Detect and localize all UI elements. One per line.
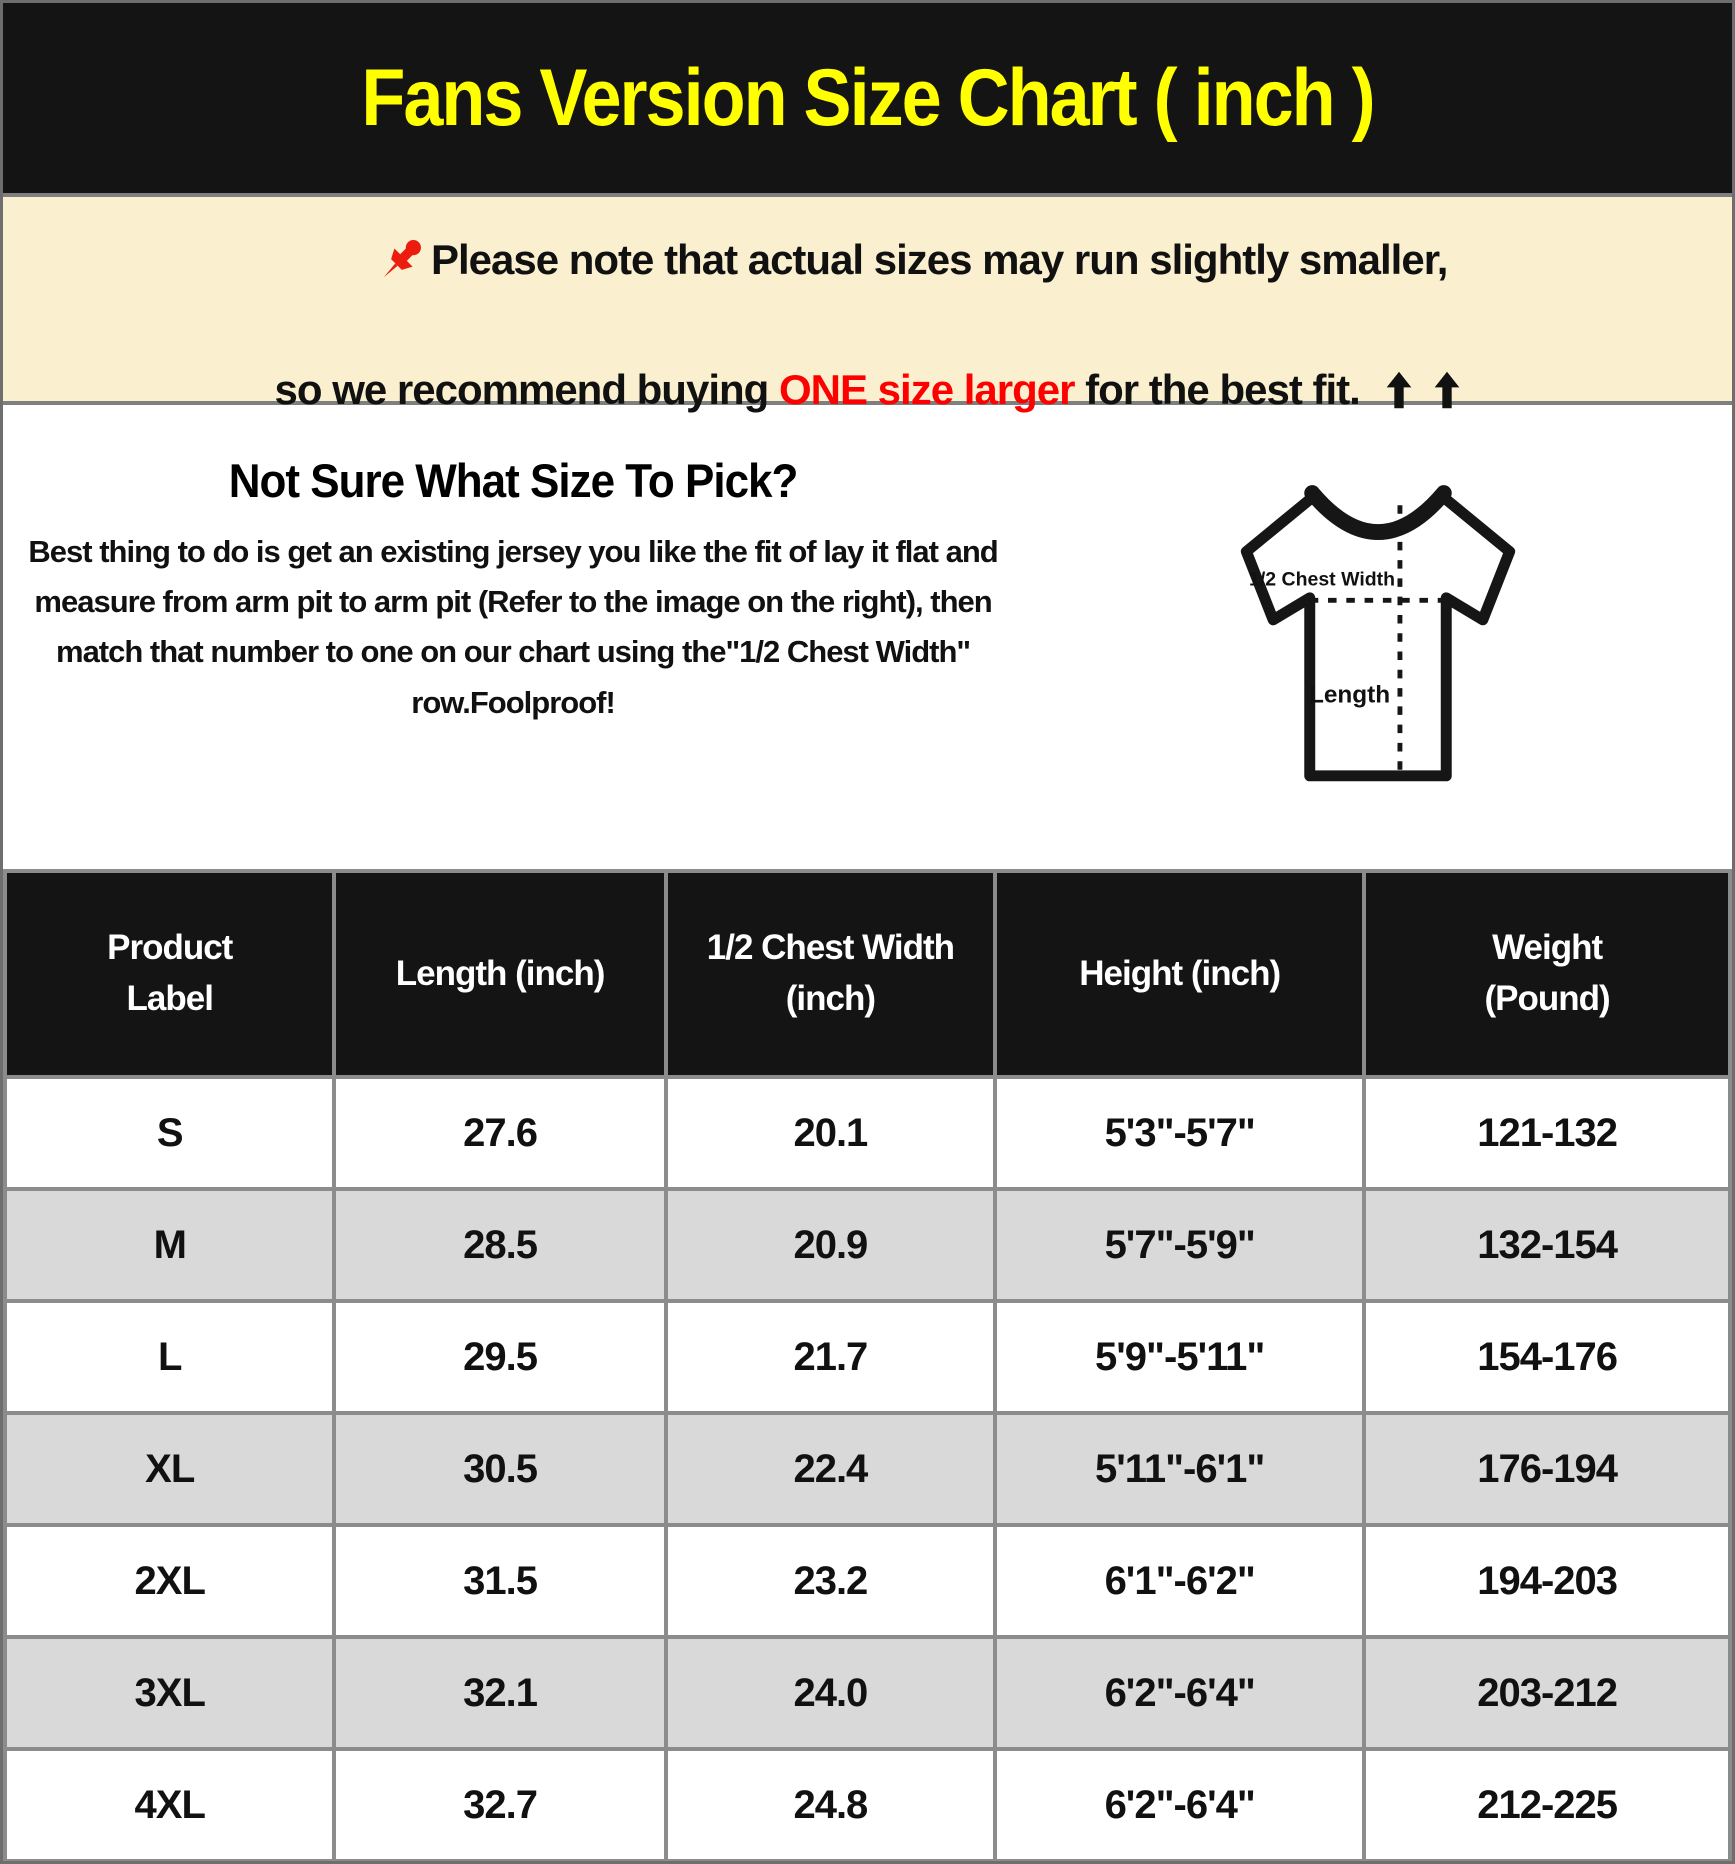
guide-body: Best thing to do is get an existing jersey you like the fit of lay it flat and measure from arm pit to arm pit (Refer to the image on the right), then match that number to one on our chart using the"1/2 Chest Width" row.Foolproof! (28, 534, 998, 720)
table-cell: 6'1"-6'2" (995, 1525, 1364, 1637)
table-cell: 5'11"-6'1" (995, 1413, 1364, 1525)
notice-line-1 (288, 184, 1448, 336)
table-cell: 32.1 (334, 1637, 665, 1749)
col-header-1 (334, 871, 665, 1077)
col-header-0 (5, 871, 334, 1077)
table-row (5, 1749, 1730, 1861)
tshirt-collar (1312, 493, 1444, 532)
table-cell: S (5, 1077, 334, 1189)
table-row (5, 1189, 1730, 1301)
table-cell: 121-132 (1364, 1077, 1730, 1189)
notice-line2-before: so we recommend buying (274, 366, 779, 413)
size-guide-text (3, 405, 1023, 869)
notice-line1-text: Please note that actual sizes may run slightly smaller, (430, 236, 1448, 283)
col-header-label: Height (inch) (1079, 953, 1281, 993)
table-row (5, 1525, 1730, 1637)
table-cell: 6'2"-6'4" (995, 1749, 1364, 1861)
page-title: Fans Version Size Chart ( inch ) (361, 53, 1374, 143)
guide-heading: Not Sure What Size To Pick? (228, 455, 798, 508)
table-cell: 29.5 (334, 1301, 665, 1413)
table-row (5, 1077, 1730, 1189)
col-header-label: Length (inch) (395, 953, 605, 993)
table-cell: 24.0 (666, 1637, 995, 1749)
table-cell: 20.9 (666, 1189, 995, 1301)
col-header-label: Weight (Pound) (1484, 928, 1610, 1018)
table-cell: M (5, 1189, 334, 1301)
table-cell: 28.5 (334, 1189, 665, 1301)
col-header-2 (666, 871, 995, 1077)
table-row (5, 1637, 1730, 1749)
table-cell: 22.4 (666, 1413, 995, 1525)
table-cell: 5'9"-5'11" (995, 1301, 1364, 1413)
pushpin-icon (288, 184, 431, 336)
col-header-4 (1364, 871, 1730, 1077)
notice-highlight: ONE size larger (778, 366, 1075, 413)
notice-line2-after: for the best fit. (1074, 366, 1371, 413)
table-cell: 6'2"-6'4" (995, 1637, 1364, 1749)
table-cell: 32.7 (334, 1749, 665, 1861)
col-header-3 (995, 871, 1364, 1077)
up-arrows-icon (1386, 370, 1460, 410)
table-cell: XL (5, 1413, 334, 1525)
table-cell: L (5, 1301, 334, 1413)
notice-banner (3, 193, 1732, 413)
col-header-label: 1/2 Chest Width (inch) (706, 928, 954, 1018)
table-cell: 20.1 (666, 1077, 995, 1189)
table-cell: 30.5 (334, 1413, 665, 1525)
size-table (3, 869, 1732, 1863)
title-bar (3, 3, 1732, 193)
table-cell: 4XL (5, 1749, 334, 1861)
table-row (5, 1413, 1730, 1525)
table-cell: 5'3"-5'7" (995, 1077, 1364, 1189)
table-cell: 2XL (5, 1525, 334, 1637)
length-label: Length (1308, 681, 1390, 709)
table-cell: 21.7 (666, 1301, 995, 1413)
table-cell: 203-212 (1364, 1637, 1730, 1749)
tshirt-diagram (1023, 405, 1732, 869)
table-cell: 176-194 (1364, 1413, 1730, 1525)
col-header-label: Product Label (107, 928, 233, 1018)
table-cell: 27.6 (334, 1077, 665, 1189)
table-cell: 24.8 (666, 1749, 995, 1861)
size-guide-section (3, 405, 1732, 869)
table-cell: 212-225 (1364, 1749, 1730, 1861)
table-cell: 5'7"-5'9" (995, 1189, 1364, 1301)
table-cell: 23.2 (666, 1525, 995, 1637)
table-cell: 31.5 (334, 1525, 665, 1637)
chest-width-label: 1/2 Chest Width (1248, 568, 1395, 591)
table-header-row (5, 871, 1730, 1077)
table-cell: 154-176 (1364, 1301, 1730, 1413)
table-row (5, 1301, 1730, 1413)
table-cell: 3XL (5, 1637, 334, 1749)
table-cell: 194-203 (1364, 1525, 1730, 1637)
table-cell: 132-154 (1364, 1189, 1730, 1301)
